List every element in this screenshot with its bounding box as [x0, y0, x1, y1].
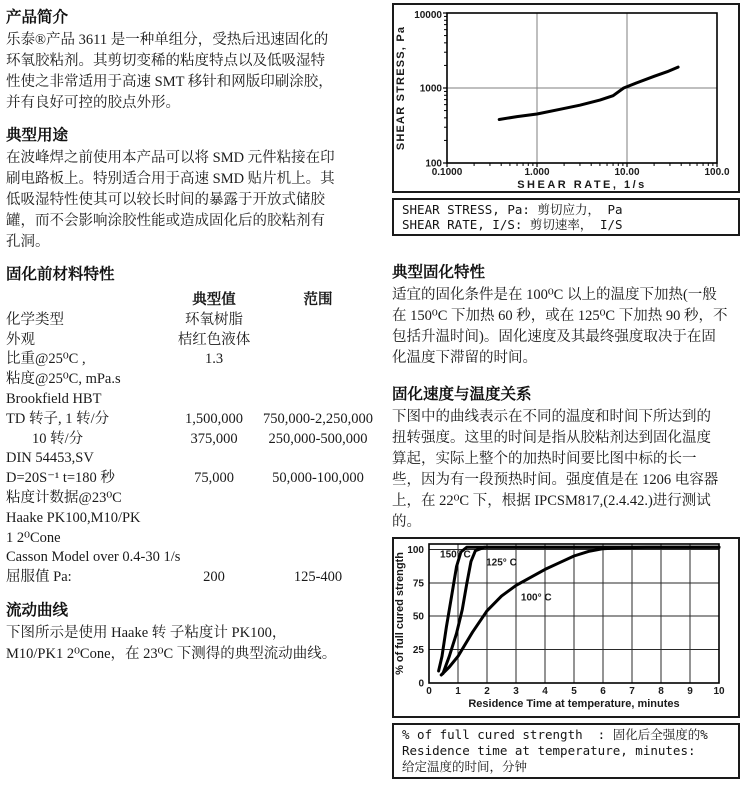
cell-label: 10 转/分 [32, 430, 84, 447]
col-header-blank [6, 291, 176, 311]
chart-caption [392, 723, 740, 779]
text-line: 刷电路板上。特别适合用于高速 SMD 贴片机上。其 [6, 171, 335, 187]
table-row [6, 469, 384, 489]
svg-text:2: 2 [484, 686, 490, 697]
svg-text:3: 3 [513, 686, 519, 697]
text-line: 低吸湿特性使其可以较长时间的暴露于开放式储胶 [6, 192, 325, 208]
svg-text:7: 7 [629, 686, 635, 697]
section-cure-speed-temperature [392, 385, 740, 533]
svg-text:1000: 1000 [419, 83, 442, 95]
col-header-range: 范围 [303, 292, 333, 308]
svg-text:9: 9 [687, 686, 693, 697]
table-row [6, 311, 384, 331]
caption-line: % of full cured strength : 固化后全强度的% [402, 727, 708, 742]
text-line: 算起，实际上整个的加热时间要比图中标的长一 [392, 451, 697, 467]
cell-label: 1 2⁰Cone [6, 529, 61, 546]
table-row [6, 390, 384, 410]
svg-text:10: 10 [713, 686, 725, 697]
text-line: 罐，而不会影响涂胶性能或造成固化后的胶粘剂有 [6, 213, 325, 229]
text-line: 并有良好可控的胶点外形。 [6, 95, 180, 111]
text-line: 乐泰®产品 3611 是一种单组分，受热后迅速固化的 [6, 32, 329, 48]
text-line: 性使之非常适用于高速 SMT 移针和网版印刷涂胶， [6, 74, 333, 90]
table-row [6, 568, 384, 588]
cell-typical: 375,000 [190, 430, 238, 447]
cell-label: 粘度计数据@23⁰C [6, 489, 122, 506]
cell-label: D=20S⁻¹ t=180 秒 [6, 470, 115, 487]
cell-range [252, 350, 384, 370]
cell-typical [176, 489, 252, 509]
heading-product-intro: 产品简介 [6, 9, 69, 26]
text-line: 下图中的曲线表示在不同的温度和时间下所达到的 [392, 409, 711, 425]
cell-label: 比重@25⁰C , [6, 351, 86, 368]
cell-range [252, 489, 384, 509]
heading-cure-characteristics: 典型固化特性 [392, 264, 486, 281]
text-line: 扭转强度。这里的时间是指从胶粘剂达到固化温度 [392, 430, 711, 446]
caption-line: SHEAR RATE, I/S: 剪切速率， I/S [402, 217, 623, 232]
text-line: M10/PK1 2⁰Cone，在 23⁰C 下测得的典型流动曲线。 [6, 645, 337, 662]
figure-cure-speed [392, 537, 740, 779]
svg-text:75: 75 [412, 578, 424, 590]
cell-range: 50,000-100,000 [272, 470, 364, 487]
heading-typical-uses: 典型用途 [6, 127, 69, 144]
svg-text:1.000: 1.000 [524, 167, 550, 178]
svg-text:5: 5 [571, 686, 577, 697]
table-row [6, 370, 384, 390]
cell-range [252, 509, 384, 529]
cell-range [252, 370, 384, 390]
table-row [6, 449, 384, 469]
table-row [6, 529, 384, 549]
text-line: 包括升温时间)。固化速度及其最终强度取决于在固 [392, 329, 716, 345]
figure-flow-curve [392, 3, 740, 236]
cell-typical [176, 529, 252, 549]
section-precure-properties [6, 265, 384, 588]
svg-text:Residence Time at temperature,: Residence Time at temperature, minutes [468, 698, 680, 710]
cell-label: 化学类型 [6, 311, 64, 328]
cell-typical: 1,500,000 [185, 410, 243, 427]
text-line: 化温度下滞留的时间。 [392, 350, 537, 366]
cell-typical [176, 370, 252, 390]
cell-typical: 桔红色液体 [177, 331, 251, 348]
cell-range [252, 529, 384, 549]
text-line: 环氧胶粘剂。其剪切变稀的粘度特点以及低吸湿特 [6, 53, 325, 69]
cell-range: 750,000-2,250,000 [263, 410, 373, 427]
flow-curve-chart [394, 5, 740, 191]
property-table [6, 291, 384, 588]
section-product-intro [6, 8, 384, 114]
text-line: 下图所示是使用 Haake 转 子粘度计 PK100， [6, 624, 287, 641]
text-line: 的。 [392, 514, 421, 530]
svg-text:SHEAR STRESS, Pa: SHEAR STRESS, Pa [395, 25, 407, 151]
cell-range [252, 548, 384, 568]
table-row [6, 410, 384, 430]
svg-text:125° C: 125° C [486, 557, 517, 569]
svg-text:25: 25 [412, 645, 424, 657]
text-line: 孔洞。 [6, 234, 50, 250]
svg-text:150° C: 150° C [440, 549, 471, 561]
cell-label: Haake PK100,M10/PK [6, 509, 141, 526]
table-row [6, 350, 384, 370]
svg-text:100° C: 100° C [520, 592, 552, 604]
left-column [6, 8, 384, 665]
svg-text:0: 0 [426, 686, 432, 697]
cell-range [252, 390, 384, 410]
cell-typical [176, 449, 252, 469]
text-line: 在 150⁰C 下加热 60 秒，或在 125⁰C 下加热 90 秒，不 [392, 308, 728, 324]
cell-label: Brookfield HBT [6, 390, 102, 407]
cell-typical [176, 548, 252, 568]
cell-range [252, 331, 384, 351]
cell-typical: 200 [203, 569, 225, 586]
heading-precure-properties: 固化前材料特性 [6, 266, 115, 283]
table-row [6, 331, 384, 351]
svg-text:4: 4 [542, 686, 548, 697]
cell-range [252, 311, 384, 331]
cell-label: Casson Model over 0.4-30 1/s [6, 549, 181, 566]
caption-line: Residence time at temperature, minutes: [402, 743, 696, 758]
table-row [6, 430, 384, 450]
table-row [6, 548, 384, 568]
heading-flow-curve: 流动曲线 [6, 601, 69, 619]
cell-typical [176, 390, 252, 410]
svg-text:0: 0 [418, 678, 424, 690]
section-typical-uses [6, 126, 384, 253]
text-line: 上，在 22⁰C 下，根据 IPCSM817,(2.4.42.)进行测试 [392, 493, 711, 509]
cell-typical: 1.3 [204, 351, 224, 368]
text-line: 在波峰焊之前使用本产品可以将 SMD 元件粘接在印 [6, 150, 335, 166]
svg-text:0.1000: 0.1000 [431, 167, 463, 178]
svg-text:100: 100 [425, 158, 442, 170]
cell-typical: 环氧树脂 [185, 311, 243, 328]
table-header [6, 291, 384, 311]
col-header-typical: 典型值 [192, 292, 236, 308]
cell-label: TD 转子, 1 转/分 [6, 410, 110, 427]
svg-text:6: 6 [600, 686, 606, 697]
table-row [6, 509, 384, 529]
svg-text:100.0: 100.0 [704, 167, 730, 178]
caption-line: SHEAR STRESS, Pa: 剪切应力， Pa [402, 202, 623, 217]
svg-text:100: 100 [407, 544, 424, 556]
section-flow-curve [6, 601, 384, 665]
cell-label: 屈服值 Pa: [6, 569, 72, 586]
cell-label: 外观 [6, 331, 35, 348]
text-line: 适宜的固化条件是在 100⁰C 以上的温度下加热(一般 [392, 287, 717, 303]
cell-range: 125-400 [293, 569, 343, 586]
svg-text:8: 8 [658, 686, 664, 697]
table-row [6, 489, 384, 509]
cell-label: DIN 54453,SV [6, 450, 94, 467]
cell-typical: 75,000 [194, 470, 234, 487]
flow-curve-chart-frame [392, 3, 740, 193]
section-cure-characteristics [392, 263, 740, 369]
cell-range [252, 449, 384, 469]
svg-text:50: 50 [412, 611, 424, 623]
svg-text:10000: 10000 [414, 10, 442, 21]
svg-text:% of full cured strength: % of full cured strength [394, 552, 406, 675]
right-column [392, 3, 740, 779]
cell-range: 250,000-500,000 [268, 430, 368, 447]
cure-speed-chart [394, 539, 740, 716]
heading-cure-speed-temperature: 固化速度与温度关系 [392, 386, 532, 403]
chart-caption [392, 198, 740, 236]
svg-text:10.00: 10.00 [614, 167, 640, 178]
svg-text:SHEAR RATE, 1/s: SHEAR RATE, 1/s [517, 179, 647, 191]
text-line: 些，因为有一段预热时间。强度值是在 1206 电容器 [392, 472, 719, 488]
cell-typical [176, 509, 252, 529]
caption-line: 给定温度的时间，分钟 [402, 759, 528, 774]
cell-label: 粘度@25⁰C, mPa.s [6, 371, 121, 388]
cure-speed-chart-frame [392, 537, 740, 718]
svg-text:1: 1 [455, 686, 461, 697]
